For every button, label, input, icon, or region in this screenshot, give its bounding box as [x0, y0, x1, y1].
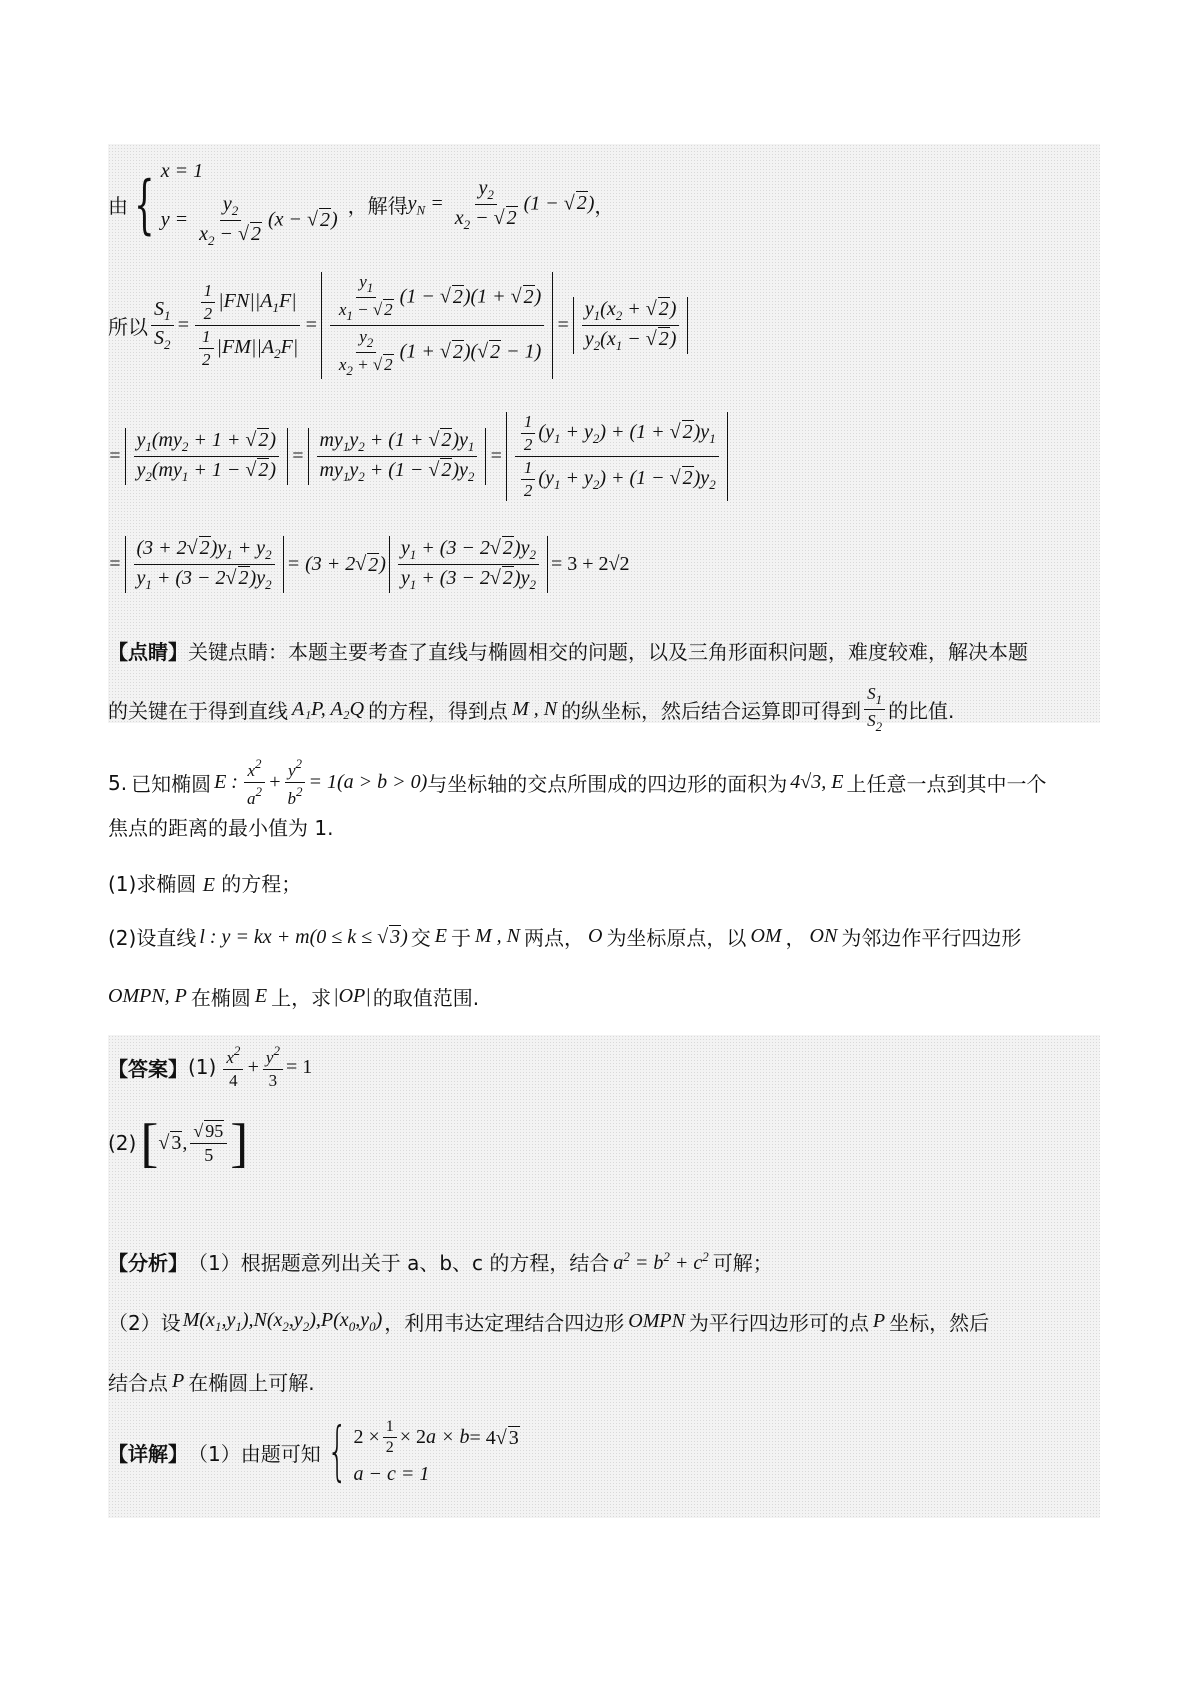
equation-system	[161, 160, 338, 249]
equation-yn: $y_N$ = $\frac{y_2}{x_2 - √ 2}$ (1 − √ 2)	[407, 176, 595, 232]
question-2-line-2	[108, 982, 479, 1011]
answer-tag: 【答案】	[108, 1056, 188, 1081]
line-equation: l : y = kx + m(0 ≤ k ≤ √ 3)	[199, 925, 408, 948]
analysis-text-3a: 结合点	[108, 1371, 168, 1395]
answer-2-label: (2)	[108, 1131, 137, 1155]
problem-5-line-1	[108, 756, 1047, 809]
question-2-text-a: (2)设直线	[108, 926, 197, 950]
problem-text-1: 已知椭圆	[131, 772, 212, 796]
brace-symbol: {	[134, 167, 155, 242]
text-comma: ，	[594, 194, 615, 218]
analysis-text-3c: 在椭圆上可解.	[188, 1371, 315, 1395]
ratio-row-2: = $\frac{y_1(my_2 + 1 + √ 2)}{y_2(my_1 + 1 - √ 2)}$ = $\frac{my_1y_2 + (1 + √ 2)y_1}{my_1y_2 + (1 - √ 2)y_2}$ = $\frac{1}{2}$ $(y_1 + y_2) + (1$ + √ $2)y_1$ $\frac{1}{2}$ $(y_1 + y_2) + (1$ − √ $2)y_2$	[108, 412, 731, 501]
detail-eq-2: a − c = 1	[353, 1463, 430, 1485]
q2-mn: M , N	[474, 925, 520, 947]
answer-line-1	[108, 1043, 312, 1091]
question-2-text-c: 于	[450, 926, 471, 950]
q2-on: ON	[809, 925, 838, 947]
detail-tag: 【详解】	[108, 1441, 188, 1466]
answer-line-2	[108, 1112, 248, 1174]
question-2-text-d: 两点，	[523, 926, 584, 950]
analysis-text-1b: 可解；	[712, 1251, 773, 1275]
equation-y: y = $\frac{y_2}{x_2 - √ 2}$ (x − √ 2)	[160, 193, 338, 248]
dianjing-tag: 【点睛】	[108, 640, 188, 664]
analysis-text-2a: （2）设	[108, 1311, 181, 1335]
text-you: 由	[108, 194, 128, 218]
answer-1-equation: $\frac{x^2}{4}$ + $\frac{y^2}{3}$ = 1	[220, 1043, 312, 1091]
question-1	[108, 868, 301, 897]
problem-text-3: 上任意一点到其中一个	[846, 772, 1047, 796]
problem-5-line-2: 焦点的距离的最小值为 1.	[108, 816, 334, 840]
ellipse-equation: $\frac{x^2}{a^2}$ + $\frac{y^2}{b^2}$ = 1(a > b > 0)	[241, 756, 427, 809]
analysis-p: P	[872, 1310, 886, 1332]
dianjing-line-2	[108, 684, 954, 735]
dianjing-line-1	[108, 636, 1028, 665]
detail-text: （1）由题可知	[188, 1441, 321, 1466]
detail-brace: {	[326, 1415, 348, 1489]
question-2-ompn: OMPN, P	[108, 985, 187, 1007]
dianjing-text-2d: 的比值.	[888, 699, 955, 723]
text-jiede: ，解得	[347, 194, 408, 218]
points-mnp: $M(x_1,y_1),N(x_2,y_2),P(x_0,y_0)$	[182, 1308, 383, 1334]
question-2-text-e: 为坐标原点，以	[606, 926, 747, 950]
equation-system-row	[108, 160, 614, 249]
problem-text-2: 与坐标轴的交点所围成的四边形的面积为	[427, 772, 788, 796]
ellipse-name: E :	[214, 771, 238, 793]
detail-eq-1: 2 × $\frac{1}{2}$ × 2 a × b = 4√ 3	[353, 1418, 519, 1456]
analysis-line-1	[108, 1247, 773, 1276]
question-2-text-g: 为邻边作平行四边形	[841, 926, 1022, 950]
q2-o: O	[587, 925, 603, 947]
question-1-text-b: 的方程；	[221, 872, 302, 896]
question-2-text-f: ，	[785, 926, 806, 950]
analysis-p2: P	[172, 1370, 185, 1392]
dianjing-points: M , N	[512, 698, 558, 720]
text-suoyi: 所以	[108, 315, 148, 339]
q3-op: |OP|	[333, 985, 371, 1007]
analysis-text-2b: ，利用韦达定理结合四边形	[384, 1311, 625, 1335]
question-1-text-a: (1)求椭圆	[108, 872, 197, 896]
dianjing-lines: A₁P, A₂Q	[292, 698, 365, 720]
area-value: 4√3, E	[790, 771, 844, 793]
ratio-expression-1: $\frac{S_1}{S_2}$ = $\frac{1}{2}$ $|FN||A_1F|$ $\frac{1}{2}$ $|FM||A_2F|$ = $\frac{y_1}{x_1 - √ 2}$ (1 − √ 2)(1 + √ 2) $\frac{y_2}{x_2 + √ 2}$ (1 + √ 2)(√ 2 − 1) = $\frac{y_1(x_2 + √ 2)}{y_2(x_1 - √ 2)}$	[148, 272, 691, 379]
dianjing-ratio: $\frac{S_1}{S_2}$	[864, 684, 885, 735]
question-2-line-1	[108, 922, 1021, 951]
analysis-text-1a: （1）根据题意列出关于 a、b、c 的方程，结合	[188, 1251, 610, 1275]
dianjing-text-2c: 的纵坐标，然后结合运算即可得到	[561, 699, 862, 723]
analysis-text-2f: 坐标，然后	[889, 1311, 990, 1335]
analysis-ompn: OMPN	[628, 1310, 685, 1332]
final-result: = 3 + 2√2	[550, 553, 630, 575]
analysis-text-2d: 为平行四边形可的点	[688, 1311, 869, 1335]
q2-om: OM	[750, 925, 782, 947]
detail-line	[108, 1415, 520, 1489]
q2-e: E	[434, 925, 447, 947]
abc-equation: $a^2 = b^2 + c^2$	[613, 1248, 709, 1274]
dianjing-text-1: 关键点睛：本题主要考查了直线与椭圆相交的问题，以及三角形面积问题，难度较难，解决本题	[188, 640, 1028, 664]
dianjing-text-2a: 的关键在于得到直线	[108, 699, 288, 723]
question-2-text-b: 交	[410, 926, 431, 950]
question-2-text-j: 的取值范围.	[372, 986, 480, 1010]
ratio-row-3: = $\frac{(3 + 2√ 2)y_1 + y_2}{y_1 + (3 - 2√ 2)y_2}$ = (3 + 2√ 2 ) $\frac{y_1 + (3 - 2√ 2)y_2}{y_1 + (3 - 2√ 2)y_2}$ = 3 + 2√2	[108, 537, 630, 592]
analysis-line-2	[108, 1307, 989, 1336]
equation-x: x = 1	[160, 160, 204, 182]
detail-system	[353, 1418, 519, 1486]
analysis-tag: 【分析】	[108, 1251, 188, 1275]
answer-2-interval: [ √ 3 , $\frac{√ 95}{5}$ ]	[140, 1113, 249, 1173]
q3-e: E	[254, 985, 268, 1007]
question-2-text-h: 在椭圆	[190, 986, 251, 1010]
dianjing-text-2b: 的方程，得到点	[368, 699, 509, 723]
analysis-line-3	[108, 1367, 315, 1396]
question-1-e: E	[202, 874, 215, 896]
question-2-text-i: 上，求	[271, 986, 332, 1010]
ratio-row-1	[108, 272, 691, 379]
answer-1-label: (1)	[188, 1055, 217, 1079]
problem-number: 5.	[108, 770, 128, 795]
